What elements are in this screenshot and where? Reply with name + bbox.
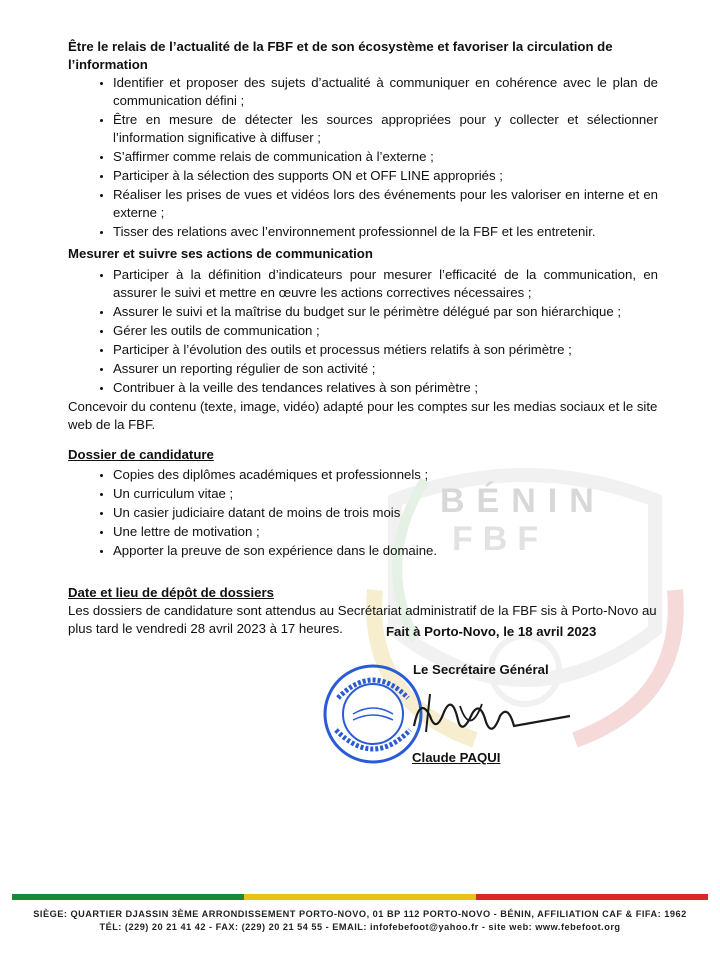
list-item: • Un curriculum vitae ; (113, 485, 658, 503)
list-item: • Identifier et proposer des sujets d’actualité à communiquer en cohérence avec le plan de communication défini ; (113, 74, 658, 110)
section1-list (68, 74, 658, 241)
document-body (68, 38, 658, 638)
list-item: • Assurer le suivi et la maîtrise du budget sur le périmètre délégué par son hiérarchique ; (113, 303, 658, 321)
list-item: • Être en mesure de détecter les sources appropriées pour y collecter et sélectionner l’information significative à diffuser ; (113, 111, 658, 147)
list-item: • Participer à l’évolution des outils et processus métiers relatifs à son périmètre ; (113, 341, 658, 359)
list-item: • Participer à la définition d’indicateurs pour mesurer l’efficacité de la communication, en assurer le suivi et mettre en œuvre les actions correctives nécessaires ; (113, 266, 658, 302)
list-item: • Un casier judiciaire datant de moins de trois mois (113, 504, 658, 522)
dossier-title: Dossier de candidature (68, 447, 214, 462)
list-item: • S’affirmer comme relais de communication à l’externe ; (113, 148, 658, 166)
list-item: • Tisser des relations avec l’environnement professionnel de la FBF et les entretenir. (113, 223, 658, 241)
list-item: • Apporter la preuve de son expérience dans le domaine. (113, 542, 658, 560)
footer-bar-yellow (244, 894, 476, 900)
section2-list (68, 266, 658, 397)
list-item: • Réaliser les prises de vues et vidéos lors des événements pour les valoriser en interne et en externe ; (113, 186, 658, 222)
signatory-role: Le Secrétaire Général (413, 662, 549, 677)
signatory-name: Claude PAQUI (412, 750, 501, 765)
list-item: • Gérer les outils de communication ; (113, 322, 658, 340)
list-item: • Participer à la sélection des supports ON et OFF LINE appropriés ; (113, 167, 658, 185)
section2-title: Mesurer et suivre ses actions de communication (68, 246, 373, 261)
list-item: • Assurer un reporting régulier de son activité ; (113, 360, 658, 378)
footer-bar-green (12, 894, 244, 900)
footer-address: SIÈGE: QUARTIER DJASSIN 3ÈME ARRONDISSEMENT PORTO-NOVO, 01 BP 112 PORTO-NOVO - BÉNIN, AFFILIATION CAF & FIFA: 1962 (33, 909, 687, 919)
section1-title: Être le relais de l’actualité de la FBF et de son écosystème et favoriser la circulation de l’information (68, 39, 613, 72)
content-paragraph: Concevoir du contenu (texte, image, vidéo) adapté pour les comptes sur les medias sociaux et le site web de la FBF. (68, 399, 658, 432)
depot-title: Date et lieu de dépôt de dossiers (68, 585, 274, 600)
watermark-text-fbf: FBF (452, 520, 549, 558)
footer-contact: TÉL: (229) 20 21 41 42 - FAX: (229) 20 21 54 55 - EMAIL: infofebefoot@yahoo.fr - site web: www.febefoot.org (99, 922, 621, 932)
footer-bar-red (476, 894, 708, 900)
depot-text: Les dossiers de candidature sont attendus au Secrétariat administratif de la FBF sis à Porto-Novo au plus tard le vendredi 28 avril 2023 à 17 heures. (68, 603, 657, 636)
watermark-text-benin: BÉNIN (440, 482, 606, 520)
list-item: • Une lettre de motivation ; (113, 523, 658, 541)
dossier-list (68, 466, 658, 560)
footer-color-bar (12, 894, 708, 900)
list-item: • Contribuer à la veille des tendances relatives à son périmètre ; (113, 379, 658, 397)
list-item: • Copies des diplômes académiques et professionnels ; (113, 466, 658, 484)
place-date: Fait à Porto-Novo, le 18 avril 2023 (386, 624, 597, 639)
handwritten-signature (400, 686, 580, 750)
